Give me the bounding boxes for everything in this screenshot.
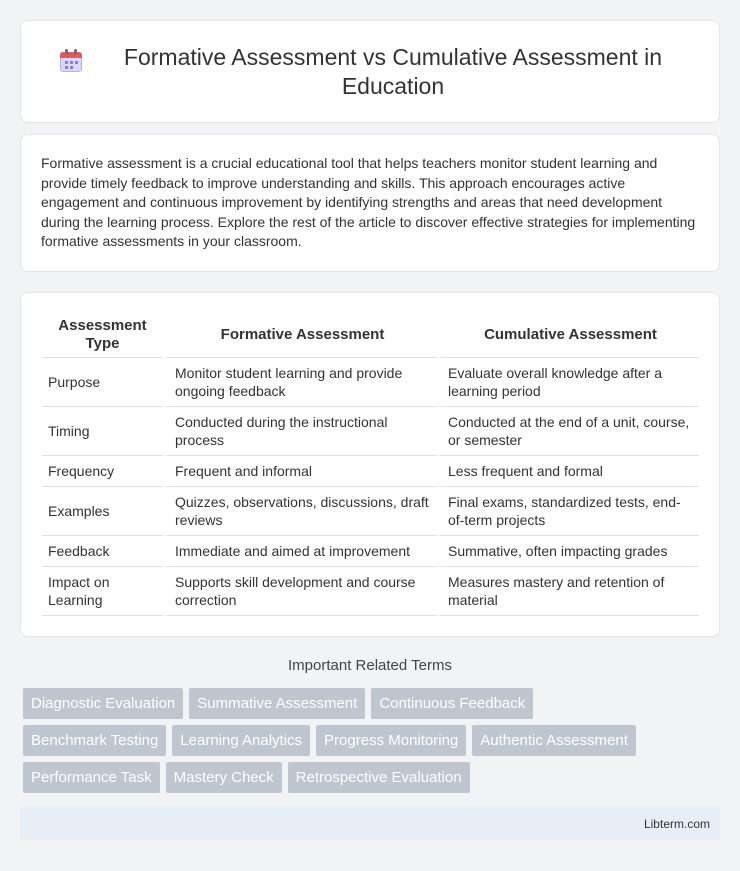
table-row: [42, 536, 699, 567]
table-header-row: [42, 313, 699, 358]
footer: [20, 807, 720, 840]
intro-card: [20, 134, 720, 272]
comparison-table: [42, 313, 699, 616]
calendar-icon: [57, 47, 85, 75]
footer-site-link[interactable]: Libterm.com: [643, 816, 710, 831]
cumulative-cell: Evaluate overall knowledge after a learning period: [436, 358, 699, 407]
formative-cell: Supports skill development and course correction: [163, 567, 436, 616]
row-label: Timing: [42, 407, 163, 456]
table-row: [42, 487, 699, 536]
tag-row: [23, 762, 723, 793]
row-label: Feedback: [42, 536, 163, 567]
table-row: [42, 456, 699, 487]
cumulative-cell: Less frequent and formal: [436, 456, 699, 487]
tag-mastery-check[interactable]: Mastery Check: [166, 762, 282, 793]
row-label: Purpose: [42, 358, 163, 407]
tag-benchmark-testing[interactable]: Benchmark Testing: [23, 725, 166, 756]
tag-row: [23, 688, 723, 719]
table-row: [42, 407, 699, 456]
cumulative-cell: Conducted at the end of a unit, course, or semester: [436, 407, 699, 456]
formative-cell: Quizzes, observations, discussions, draft reviews: [163, 487, 436, 536]
tag-diagnostic-evaluation[interactable]: Diagnostic Evaluation: [23, 688, 183, 719]
tag-row: [23, 725, 723, 756]
cumulative-cell: Final exams, standardized tests, end-of-term projects: [436, 487, 699, 536]
cumulative-cell: Summative, often impacting grades: [436, 536, 699, 567]
formative-cell: Immediate and aimed at improvement: [163, 536, 436, 567]
tag-continuous-feedback[interactable]: Continuous Feedback: [371, 688, 533, 719]
tag-retrospective-evaluation[interactable]: Retrospective Evaluation: [288, 762, 470, 793]
table-row: [42, 567, 699, 616]
tag-learning-analytics[interactable]: Learning Analytics: [172, 725, 310, 756]
tag-progress-monitoring[interactable]: Progress Monitoring: [316, 725, 466, 756]
row-label: Examples: [42, 487, 163, 536]
page-title: Formative Assessment vs Cumulative Assessment in Education: [123, 43, 663, 99]
table-row: [42, 358, 699, 407]
row-label: Impact on Learning: [42, 567, 163, 616]
tag-performance-task[interactable]: Performance Task: [23, 762, 160, 793]
cumulative-cell: Measures mastery and retention of material: [436, 567, 699, 616]
related-terms-tags: [23, 688, 723, 799]
formative-cell: Monitor student learning and provide ongoing feedback: [163, 358, 436, 407]
comparison-table-card: [20, 292, 720, 637]
tag-summative-assessment[interactable]: Summative Assessment: [189, 688, 365, 719]
related-terms-title: Important Related Terms: [288, 657, 452, 674]
formative-cell: Conducted during the instructional process: [163, 407, 436, 456]
intro-text: Formative assessment is a crucial educational tool that helps teachers monitor student learning and provide timely feedback to improve understanding and skills. This approach encourages active engagement and continuous improvement by identifying strengths and areas that need development during the learning process. Explore the rest of the article to discover effective strategies for implementing formative assessments in your classroom.: [41, 155, 696, 250]
header-cumulative: Cumulative Assessment: [436, 313, 699, 358]
header-assessment-type: Assessment Type: [42, 313, 163, 358]
title-card: [20, 20, 720, 123]
tag-authentic-assessment[interactable]: Authentic Assessment: [472, 725, 636, 756]
header-formative: Formative Assessment: [163, 313, 436, 358]
formative-cell: Frequent and informal: [163, 456, 436, 487]
row-label: Frequency: [42, 456, 163, 487]
